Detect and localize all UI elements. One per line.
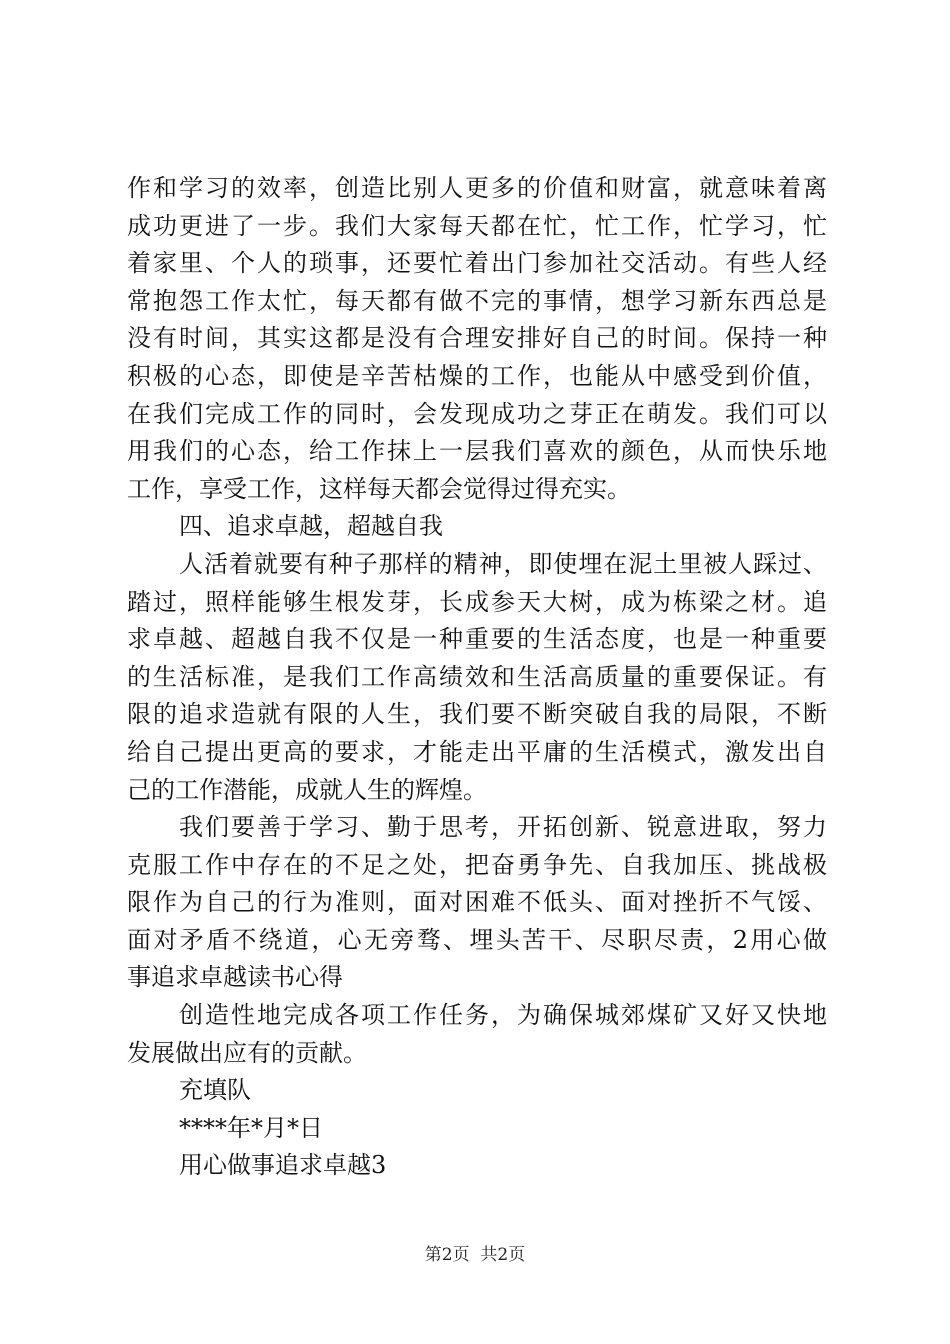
text-line: 用我们的心态，给工作抹上一层我们喜欢的颜色，从而快乐地: [127, 437, 827, 466]
text-line: 积极的心态，即使是辛苦枯燥的工作，也能从中感受到价值，: [127, 361, 827, 390]
text-line: 用心做事追求卓越3: [179, 1151, 387, 1180]
text-line: 常抱怨工作太忙，每天都有做不完的事情，想学习新东西总是: [127, 286, 827, 315]
text-line: 限的追求造就有限的人生，我们要不断突破自我的局限，不断: [127, 700, 827, 729]
text-line: 成功更进了一步。我们大家每天都在忙，忙工作，忙学习，忙: [127, 211, 827, 240]
text-line: 求卓越、超越自我不仅是一种重要的生活态度，也是一种重要: [127, 625, 827, 654]
text-line: 四、追求卓越，超越自我: [179, 512, 443, 541]
text-line: 在我们完成工作的同时，会发现成功之芽正在萌发。我们可以: [127, 399, 827, 428]
text-line: 给自己提出更高的要求，才能走出平庸的生活模式，激发出自: [127, 737, 827, 766]
text-line: 着家里、个人的琐事，还要忙着出门参加社交活动。有些人经: [127, 249, 827, 278]
text-line: 创造性地完成各项工作任务，为确保城郊煤矿又好又快地: [179, 1001, 827, 1030]
text-line: 充填队: [179, 1076, 251, 1105]
text-line: 面对矛盾不绕道，心无旁骛、埋头苦干、尽职尽责，2用心做: [127, 925, 827, 954]
text-line: 工作，享受工作，这样每天都会觉得过得充实。: [127, 474, 631, 503]
text-line: 的生活标准，是我们工作高绩效和生活高质量的重要保证。有: [127, 662, 827, 691]
text-line: 作和学习的效率，创造比别人更多的价值和财富，就意味着离: [127, 174, 827, 202]
page-number-label: 第2页 共2页: [424, 1245, 526, 1265]
page-footer: [0, 1243, 950, 1267]
text-line: 己的工作潜能，成就人生的辉煌。: [127, 775, 487, 804]
text-line: 发展做出应有的贡献。: [127, 1038, 367, 1067]
text-line: 克服工作中存在的不足之处，把奋勇争先、自我加压、挑战极: [127, 850, 827, 879]
text-line: 我们要善于学习、勤于思考，开拓创新、锐意进取，努力: [179, 813, 827, 842]
text-line: 踏过，照样能够生根发芽，长成参天大树，成为栋梁之材。追: [127, 587, 827, 616]
text-line: ****年*月*日: [179, 1113, 323, 1142]
text-line: 人活着就要有种子那样的精神，即使埋在泥土里被人踩过、: [179, 549, 827, 578]
text-line: 限作为自己的行为准则，面对困难不低头、面对挫折不气馁、: [127, 888, 827, 917]
text-line: 没有时间，其实这都是没有合理安排好自己的时间。保持一种: [127, 324, 827, 353]
document-body: [127, 170, 827, 1185]
text-line: 事追求卓越读书心得: [127, 963, 343, 992]
